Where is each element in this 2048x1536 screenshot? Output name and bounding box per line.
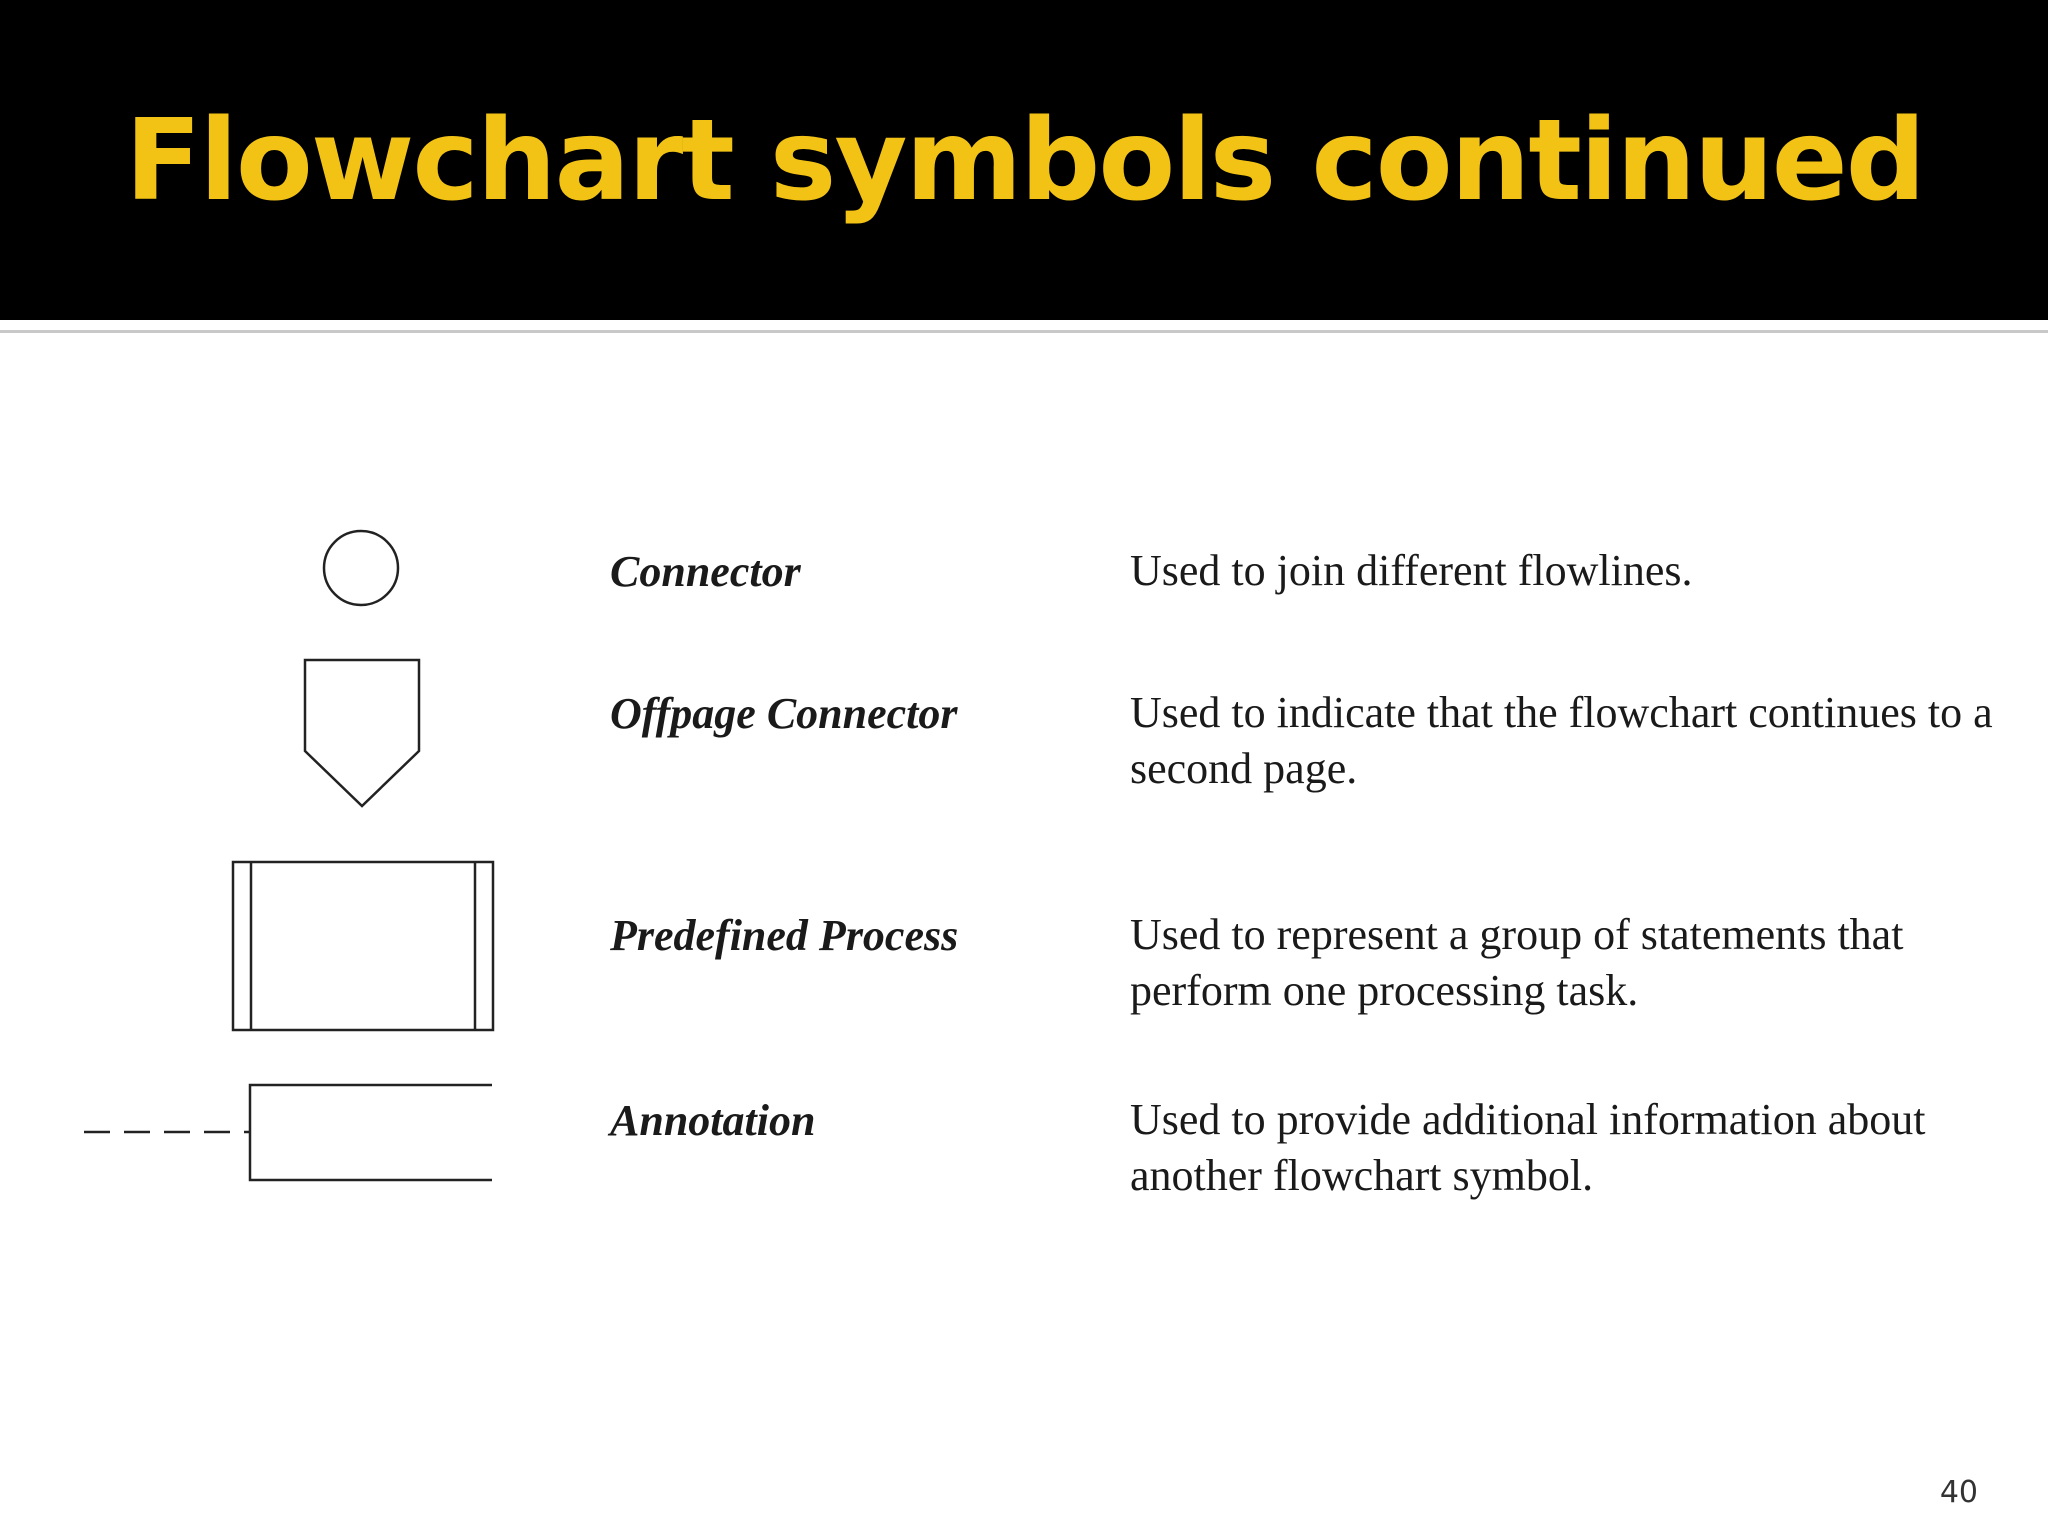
symbol-description-annotation: Used to provide additional information about another flowchart symbol.: [1130, 1095, 1926, 1200]
header-divider: [0, 330, 2048, 333]
symbol-term-offpage-connector: Offpage Connector: [610, 689, 958, 738]
symbol-description-offpage-connector: Used to indicate that the flowchart continues to a second page.: [1130, 688, 1993, 793]
symbol-description-connector: Used to join different flowlines.: [1130, 546, 1693, 595]
page-number: 40: [1939, 1475, 1978, 1510]
symbol-description-predefined-process: Used to represent a group of statements that perform one processing task.: [1130, 910, 1904, 1015]
slide-header: [0, 0, 2048, 320]
annotation-bracket-icon: [80, 1080, 500, 1185]
symbol-term-annotation: Annotation: [610, 1096, 816, 1145]
offpage-connector-pentagon-icon: [300, 655, 426, 811]
connector-circle-icon: [318, 525, 404, 611]
slide-title: Flowchart symbols continued: [125, 96, 1924, 226]
symbol-term-connector: Connector: [610, 547, 801, 596]
symbol-term-predefined-process: Predefined Process: [610, 911, 959, 960]
predefined-process-box-icon: [228, 857, 498, 1035]
